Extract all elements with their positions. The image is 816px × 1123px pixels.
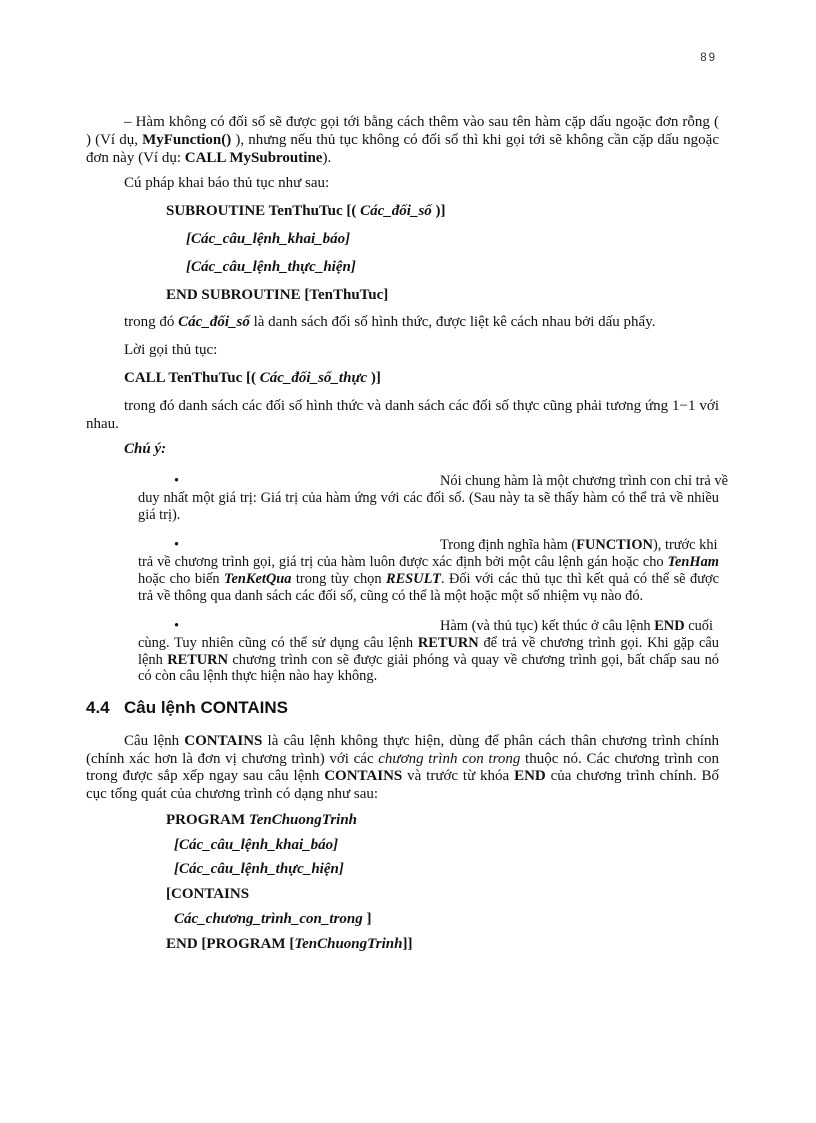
text: để trả về chương trình gọi. Khi gặp câu lệnh (138, 635, 720, 668)
decl-line-1 (86, 203, 719, 221)
text: của chương trình chính. Bố cục tổng quát của chương trình có dạng như sau: (86, 768, 719, 803)
text: Các_đối_số_thực (259, 369, 368, 386)
code-myfunction: MyFunction() (142, 131, 232, 148)
text: RETURN (417, 635, 479, 652)
text: Câu lệnh (124, 732, 185, 749)
text: chương trình con trong (378, 750, 521, 767)
paragraph-function-call (86, 114, 719, 167)
text: ), nhưng nếu thủ tục không có đối số thì khi gọi tới sẽ không cần cặp dấu ngoặc đơn này (Ví dụ: (86, 131, 719, 166)
text: TenKetQua (224, 570, 292, 587)
text: ] (362, 911, 372, 928)
bullet-icon: • (174, 618, 180, 635)
page-content (86, 114, 728, 961)
program-line-1 (86, 812, 719, 830)
text: SUBROUTINE TenThuTuc [( (166, 203, 361, 220)
program-line-6 (86, 936, 719, 954)
note-bullet-3 (86, 618, 719, 685)
program-line-2: [Các_câu_lệnh_khai_báo] (174, 836, 339, 853)
page-number: 89 (700, 52, 717, 64)
text (440, 618, 713, 635)
text: là câu lệnh không thực hiện, dùng để phân cách thân chương trình chính (chính xác hơn là đơn vị chương trình) với các (86, 732, 719, 767)
text: TenChuongTrinh (248, 811, 358, 828)
text: trả về chương trình gọi, giá trị của hàm luôn được xác định bởi một câu lệnh gán hoặc cho (138, 554, 668, 571)
subroutine-declaration (86, 203, 719, 304)
bullet-first-line (138, 473, 728, 490)
text: ). (322, 149, 332, 166)
text: )] (367, 369, 381, 386)
bullet-icon: • (174, 537, 180, 554)
call-intro: Lời gọi thủ tục: (124, 342, 218, 359)
program-structure (86, 812, 719, 954)
text: END (514, 768, 546, 785)
call-description: trong đó danh sách các đối số hình thức và danh sách các đối số thực cũng phải tương ứng 1−1 với nhau. (86, 397, 719, 432)
text: )] (431, 203, 446, 220)
text: Các_đối_số (360, 203, 432, 220)
bullet-icon: • (174, 473, 180, 490)
section-heading (86, 699, 719, 717)
text: TenHam (667, 554, 719, 571)
code-call-mysubroutine: CALL MySubroutine (184, 149, 323, 166)
text: Trong định nghĩa hàm ( (440, 537, 577, 554)
text: ]] (402, 935, 413, 952)
text: RESULT (385, 570, 441, 587)
text: cuối (684, 618, 713, 635)
bullet-first-line (138, 537, 719, 554)
text: chương trình con sẽ được giải phóng và quay về chương trình gọi, bất chấp sau nó có còn câu lệnh thực hiện nào hay không. (138, 651, 720, 685)
text: Các_chương_trình_con_trong (174, 911, 363, 928)
text (138, 554, 719, 604)
text: trong đó (124, 314, 179, 331)
text: Các_đối_số (178, 314, 250, 331)
text: CONTAINS (184, 732, 263, 749)
text: là danh sách đối số hình thức, được liệt kê cách nhau bởi dấu phẩy. (249, 314, 656, 331)
program-line-5 (86, 911, 719, 929)
text: thuộc nó. Các chương trình con trong được sắp xếp ngay sau câu lệnh (86, 750, 719, 785)
text (138, 635, 719, 685)
text: CALL TenThuTuc [( (124, 369, 260, 386)
program-line-4: [CONTAINS (166, 886, 250, 903)
text: TenChuongTrinh (294, 935, 403, 952)
decl-line-2: [Các_câu_lệnh_khai_báo] (186, 230, 351, 247)
call-syntax (86, 370, 719, 388)
text: cùng. Tuy nhiên cũng có thể sử dụng câu lệnh (138, 635, 418, 652)
section-number: 4.4 (86, 697, 110, 717)
note-title: Chú ý: (124, 441, 167, 458)
text: . Đối với các thủ tục thì kết quả có thể sẽ được trả về thông qua danh sách các đối số, cũng có thể là một hoặc một số nhiệm vụ nào đó. (138, 570, 719, 604)
syntax-intro: Cú pháp khai báo thủ tục như sau: (124, 175, 330, 192)
text: trong tùy chọn (291, 570, 386, 587)
text: Nói chung hàm là một chương trình con chỉ trả về (440, 473, 728, 490)
bullet-first-line (138, 618, 719, 635)
decl-line-3: [Các_câu_lệnh_thực_hiện] (186, 258, 356, 275)
where-paragraph (86, 314, 719, 332)
text: RETURN (167, 651, 228, 668)
text: END (654, 618, 685, 635)
text: END [PROGRAM [ (166, 935, 295, 952)
contains-paragraph (86, 733, 719, 804)
text: – Hàm không có đối số sẽ được gọi tới bằng cách thêm vào sau tên hàm cặp dấu ngoặc đơn rỗng ( ) (Ví dụ, (86, 114, 719, 148)
text: ), trước khi (652, 537, 718, 554)
note-bullet-2 (86, 537, 719, 604)
note-bullet-1 (86, 473, 728, 523)
text (440, 537, 718, 554)
text: PROGRAM (166, 811, 249, 828)
text: duy nhất một giá trị: Giá trị của hàm ứng với các đối số. (Sau này ta sẽ thấy hàm có thể trả về nhiều giá trị). (138, 490, 719, 523)
decl-line-4: END SUBROUTINE [TenThuTuc] (166, 286, 389, 303)
text: FUNCTION (576, 537, 653, 554)
program-line-3: [Các_câu_lệnh_thực_hiện] (174, 861, 344, 878)
text: và trước từ khóa (402, 768, 515, 785)
text: Hàm (và thủ tục) kết thúc ở câu lệnh (440, 618, 655, 635)
text: CONTAINS (324, 768, 403, 785)
section-title: Câu lệnh CONTAINS (124, 697, 289, 717)
text: hoặc cho biến (138, 570, 225, 587)
